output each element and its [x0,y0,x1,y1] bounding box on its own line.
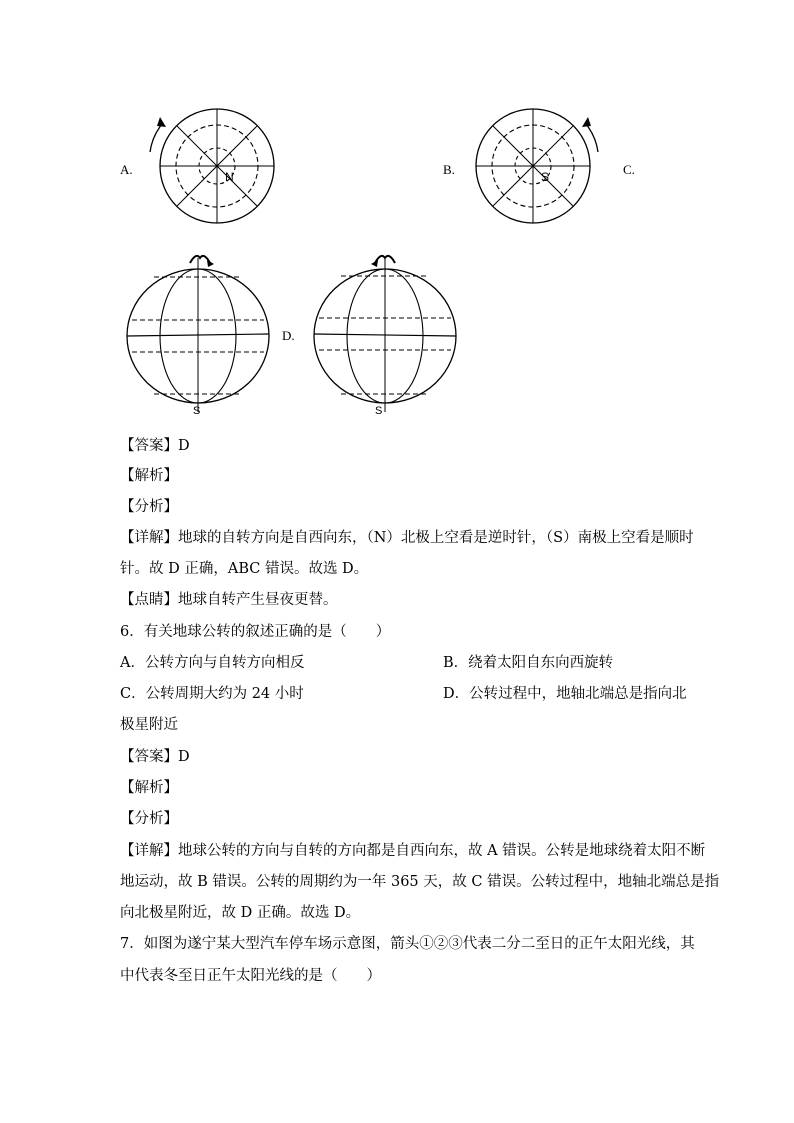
q6-detail-line1: 【详解】地球公转的方向与自转的方向都是自西向东，故 A 错误。公转是地球绕着太阳不断 [120,843,706,859]
option-label-a: A. [120,162,133,177]
q5-detail-line2: 针。故 D 正确，ABC 错误。故选 D。 [120,561,369,577]
polar-diagram-a [140,104,280,228]
q7-stem-line2: 中代表冬至日正午太阳光线的是（ ） [120,968,381,984]
q6-option-c: C．公转周期大约为 24 小时 [120,686,304,702]
q6-fenxi: 【分析】 [120,811,178,827]
q6-option-d: D．公转过程中，地轴北端总是指向北 [443,686,687,702]
pole-label-s-globe2: S [375,405,383,417]
pole-label-s-b: S [541,170,550,184]
q6-stem: 6．有关地球公转的叙述正确的是（ ） [120,624,391,640]
pole-label-n: N [225,170,234,184]
q5-dianjing: 【点睛】地球自转产生昼夜更替。 [120,592,338,608]
pole-label-s-globe1: S [193,405,201,417]
q6-option-d-cont: 极星附近 [120,717,178,733]
q6-detail-line2: 地运动，故 B 错误。公转的周期约为一年 365 天，故 C 错误。公转过程中，地轴北端总是指 [120,874,720,890]
q5-analysis: 【解析】 [120,468,178,484]
q5-answer: 【答案】D [120,438,190,454]
globe-diagram-c [124,248,276,420]
option-label-c: C. [623,162,635,177]
option-label-b: B. [443,162,455,177]
q6-answer: 【答案】D [120,749,190,765]
polar-diagram-b [470,104,610,228]
q5-fenxi: 【分析】 [120,499,178,515]
q6-analysis: 【解析】 [120,780,178,796]
q6-option-a: A．公转方向与自转方向相反 [120,655,305,671]
q6-detail-line3: 向北极星附近，故 D 正确。故选 D。 [120,905,361,921]
q5-detail-line1: 【详解】地球的自转方向是自西向东，（N）北极上空看是逆时针，（S）南极上空看是顺时 [120,530,694,546]
globe-diagram-d [309,248,461,420]
q6-option-b: B．绕着太阳自东向西旋转 [443,655,614,671]
q7-stem-line1: 7．如图为遂宁某大型汽车停车场示意图，箭头①②③代表二分二至日的正午太阳光线，其 [120,936,695,952]
option-label-d: D. [282,328,295,343]
